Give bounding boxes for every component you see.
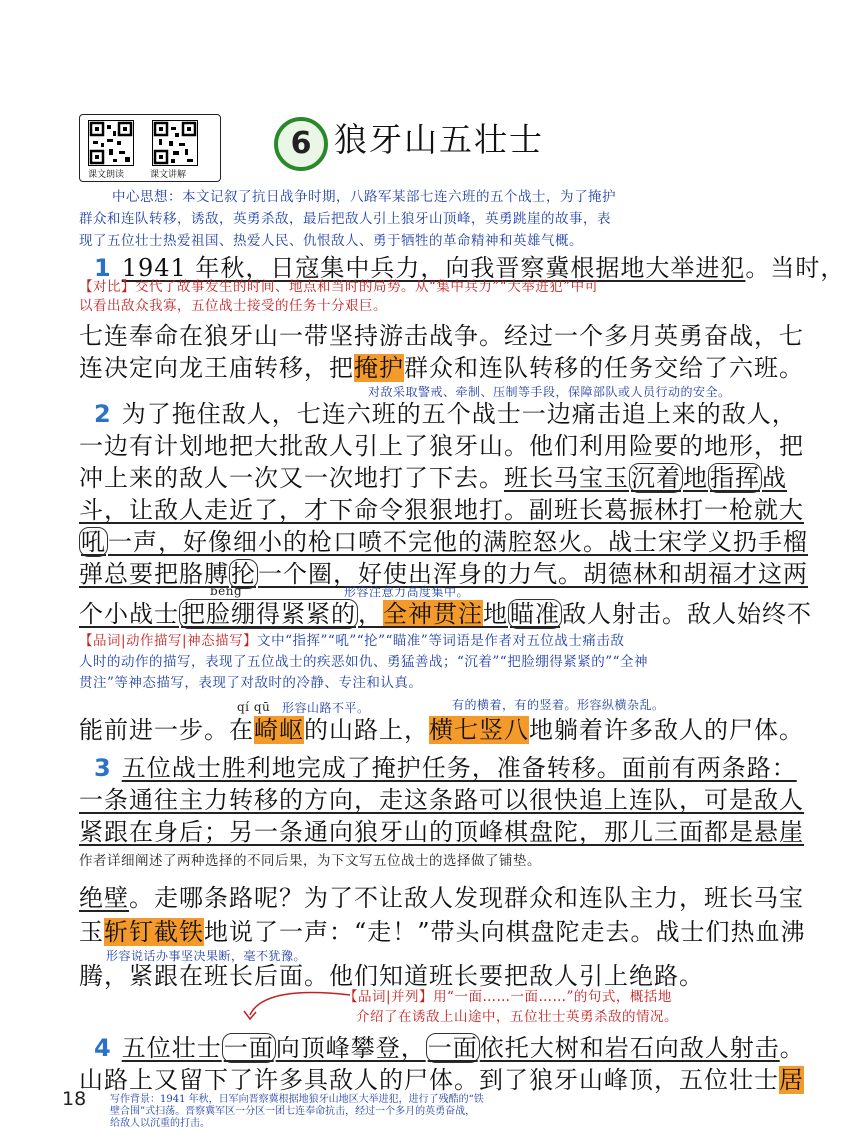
annotation-contrast-cont: 以看出敌众我寡，五位战士接受的任务十分艰巨。 (79, 298, 387, 314)
writing-background-line: 壁合围”式扫荡。晋察冀军区一分区一团七连奉命抗击，经过一个多月的英勇奋战， (110, 1106, 476, 1117)
paragraph-2-line-4: 斗，让敌人走近了，才下命令狠狠地打。副班长葛振林打一枪就大 (79, 496, 804, 524)
annotation-explanation: 作者详细阐述了两种选择的不同后果，为下文写五位战士的选择做了铺垫。 (79, 853, 541, 869)
circled-word: 一面 (223, 1034, 274, 1062)
highlight-word: 崎岖 (254, 716, 304, 744)
paragraph-3-line-2: 一条通往主力转移的方向，走这条路可以很快追上连队，可是敌人 (79, 786, 804, 814)
annotation-description-cont: 贯注”等神态描写，表现了对敌时的冷静、专注和认真。 (79, 675, 423, 691)
annotation-parallel: 【品词|并列】用“一面……一面……”的句式，概括地 (344, 989, 672, 1005)
paragraph-3-line-5: 玉斩钉截铁地说了一声：“走！”带头向棋盘陀走去。战士们热血沸 (79, 918, 806, 946)
paragraph-1-line-2: 七连奉命在狼牙山一带坚持游击战争。经过一个多月英勇奋战，七 (79, 322, 804, 350)
circled-word: 沉着 (631, 464, 681, 492)
pinyin-qiqu: qí qū (237, 700, 271, 714)
annotation-definition: 有的横着，有的竖着。形容纵横杂乱。 (452, 698, 665, 712)
paragraph-number: 2 (94, 400, 112, 428)
circled-phrase: 把脸绷得紧紧的 (181, 600, 356, 628)
lesson-number-badge: 6 (274, 117, 328, 171)
paragraph-2-line-1: 2 为了拖住敌人，七连六班的五个战士一边痛击追上来的敌人， (94, 400, 797, 428)
annotation-definition: 形容说话办事坚决果断，毫不犹豫。 (106, 949, 307, 963)
central-idea-line: 群众和连队转移，诱敌，英勇杀敌，最后把敌人引上狼牙山顶峰，英勇跳崖的故事，表 (79, 211, 611, 227)
paragraph-number: 3 (94, 754, 112, 782)
annotation-description: 【品词|动作描写|神态描写】文中“指挥”“吼”“抡”“瞄准”等词语是作者对五位战士痛击敌 (79, 633, 625, 649)
paragraph-3-line-4: 绝壁。走哪条路呢？为了不让敌人发现群众和连队主力，班长马宝 (79, 884, 804, 912)
paragraph-number: 1 (94, 254, 112, 282)
highlight-word: 横七竖八 (429, 716, 529, 744)
pinyin-beng: bēng (210, 584, 243, 598)
circled-word: 抡 (231, 560, 256, 588)
circled-word: 吼 (81, 528, 106, 556)
central-idea-line: 中心思想：本文记叙了抗日战争时期，八路军某部七连六班的五个战士，为了掩护 (112, 189, 616, 205)
annotation-definition: 对敌采取警戒、牵制、压制等手段，保障部队或人员行动的安全。 (368, 385, 731, 399)
paragraph-3-line-6: 腾，紧跟在班长后面。他们知道班长要把敌人引上绝路。 (79, 962, 704, 990)
paragraph-2-line-6: 弹总要把胳膊抡一个圈，好使出浑身的力气。胡德林和胡福才这两 (79, 560, 808, 588)
paragraph-2-line-3: 冲上来的敌人一次又一次地打了下去。班长马宝玉沉着地指挥战 (79, 464, 787, 492)
qr-code-reading[interactable] (88, 120, 134, 166)
paragraph-number: 4 (94, 1034, 112, 1062)
qr-caption-explanation: 课文讲解 (150, 170, 187, 180)
paragraph-1-line-1: 1 1941 年秋，日寇集中兵力，向我晋察冀根据地大举进犯。当时， (94, 254, 845, 282)
writing-background-line: 给敌人以沉重的打击。 (110, 1118, 210, 1129)
annotation-definition: 形容注意力高度集中。 (344, 585, 470, 599)
paragraph-4-line-2: 山路上又留下了许多具敌人的尸体。到了狼牙山峰顶，五位壮士居 (79, 1066, 804, 1094)
paragraph-1-line-3: 连决定向龙王庙转移，把掩护群众和连队转移的任务交给了六班。 (79, 354, 804, 382)
highlight-word: 掩护 (354, 354, 404, 382)
annotation-description-cont: 人时的动作的描写，表现了五位战士的疾恶如仇、勇猛善战；“沉着”“把脸绷得紧紧的”“全神 (79, 654, 649, 670)
annotation-definition: 形容山路不平。 (282, 701, 370, 715)
qr-code-explanation[interactable] (152, 120, 198, 166)
annotation-contrast: 【对比】交代了故事发生的时间、地点和当时的局势。从“集中兵力”“大举进犯”中可 (79, 279, 599, 295)
paragraph-2-line-8: 能前进一步。在崎岖的山路上，横七竖八地躺着许多敌人的尸体。 (79, 716, 804, 744)
page-number: 18 (62, 1088, 87, 1110)
circled-word: 一面 (427, 1034, 478, 1062)
circled-word: 指挥 (710, 464, 760, 492)
highlight-word: 斩钉截铁 (104, 918, 204, 946)
qr-caption-reading: 课文朗读 (88, 170, 125, 180)
paragraph-2-line-7: 个小战士把脸绷得紧紧的，全神贯注地瞄准敌人射击。敌人始终不 (79, 600, 812, 628)
paragraph-3-line-1: 3 五位战士胜利地完成了掩护任务，准备转移。面前有两条路： (94, 754, 797, 782)
paragraph-4-line-1: 4 五位壮士一面向顶峰攀登，一面依托大树和岩石向敌人射击。 (94, 1034, 805, 1062)
highlight-word: 全神贯注 (383, 600, 483, 628)
annotation-arrow (200, 985, 360, 1025)
circled-word: 瞄准 (510, 600, 560, 628)
qr-code-panel (79, 114, 221, 182)
paragraph-2-line-5: 吼一声，好像细小的枪口喷不完他的满腔怒火。战士宋学义扔手榴 (81, 528, 808, 556)
lesson-title: 狼牙山五壮士 (334, 120, 544, 159)
paragraph-3-line-3: 紧跟在身后；另一条通向狼牙山的顶峰棋盘陀，那儿三面都是悬崖 (79, 818, 804, 846)
central-idea-line: 现了五位壮士热爱祖国、热爱人民、仇恨敌人、勇于牺牲的革命精神和英雄气概。 (79, 233, 583, 249)
paragraph-2-line-2: 一边有计划地把大批敌人引上了狼牙山。他们利用险要的地形，把 (79, 432, 804, 460)
writing-background-line: 写作背景：1941 年秋，日军向晋察冀根据地狼牙山地区大举进犯，进行了残酷的“铁 (110, 1094, 484, 1105)
highlight-word: 居 (779, 1066, 804, 1094)
annotation-parallel-cont: 介绍了在诱敌上山途中，五位壮士英勇杀敌的情况。 (356, 1009, 678, 1025)
